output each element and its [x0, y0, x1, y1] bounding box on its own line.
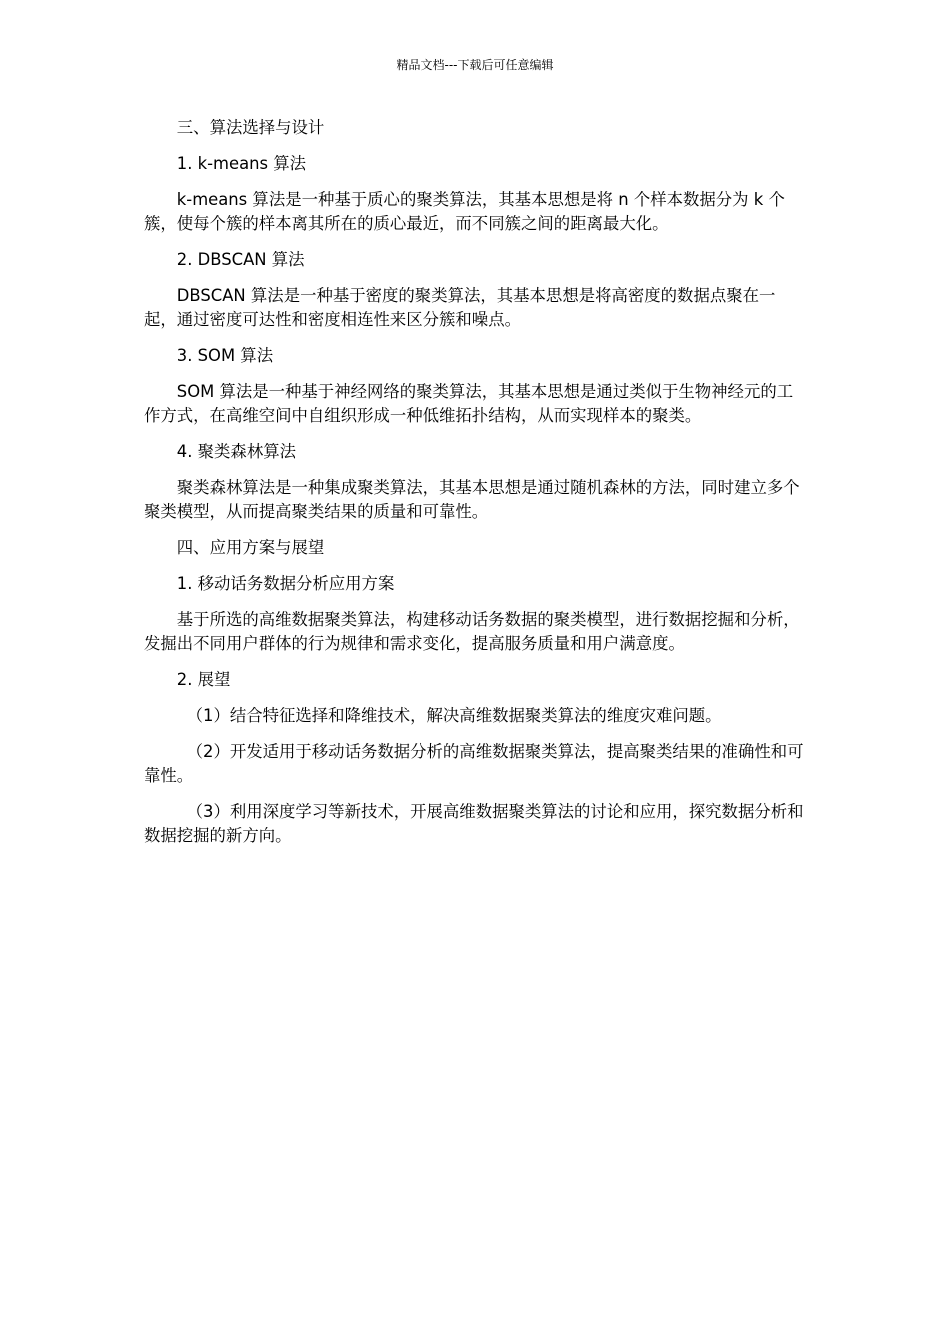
subheading-som: 3. SOM 算法: [176, 346, 274, 365]
subheading-outlook: 2. 展望: [176, 670, 231, 689]
page-header: 精品文档---下载后可任意编辑: [396, 58, 554, 72]
section-heading-applications: 四、应用方案与展望: [176, 538, 325, 557]
outlook-item-1: （1）结合特征选择和降维技术，解决高维数据聚类算法的维度灾难问题。: [186, 706, 722, 725]
section-heading-algorithms: 三、算法选择与设计: [176, 118, 325, 137]
subheading-kmeans: 1. k-means 算法: [176, 154, 307, 173]
paragraph-dbscan: DBSCAN 算法是一种基于密度的聚类算法，其基本思想是将高密度的数据点聚在一起，通过密度可达性和密度相连性来区分簇和噪点。: [144, 286, 776, 329]
paragraph-kmeans: k-means 算法是一种基于质心的聚类算法，其基本思想是将 n 个样本数据分为 k 个簇，使每个簇的样本离其所在的质心最近，而不同簇之间的距离最大化。: [144, 190, 785, 233]
subheading-application-plan: 1. 移动话务数据分析应用方案: [176, 574, 395, 593]
outlook-item-3: （3）利用深度学习等新技术，开展高维数据聚类算法的讨论和应用，探究数据分析和数据挖掘的新方向。: [144, 802, 804, 845]
document-body: [144, 116, 806, 860]
subheading-cluster-forest: 4. 聚类森林算法: [176, 442, 296, 461]
subheading-dbscan: 2. DBSCAN 算法: [176, 250, 305, 269]
paragraph-cluster-forest: 聚类森林算法是一种集成聚类算法，其基本思想是通过随机森林的方法，同时建立多个聚类模型，从而提高聚类结果的质量和可靠性。: [144, 478, 800, 521]
outlook-item-2: （2）开发适用于移动话务数据分析的高维数据聚类算法，提高聚类结果的准确性和可靠性。: [144, 742, 804, 785]
paragraph-som: SOM 算法是一种基于神经网络的聚类算法，其基本思想是通过类似于生物神经元的工作方式，在高维空间中自组织形成一种低维拓扑结构，从而实现样本的聚类。: [144, 382, 794, 425]
paragraph-application-plan: 基于所选的高维数据聚类算法，构建移动话务数据的聚类模型，进行数据挖掘和分析，发掘出不同用户群体的行为规律和需求变化，提高服务质量和用户满意度。: [144, 610, 800, 653]
